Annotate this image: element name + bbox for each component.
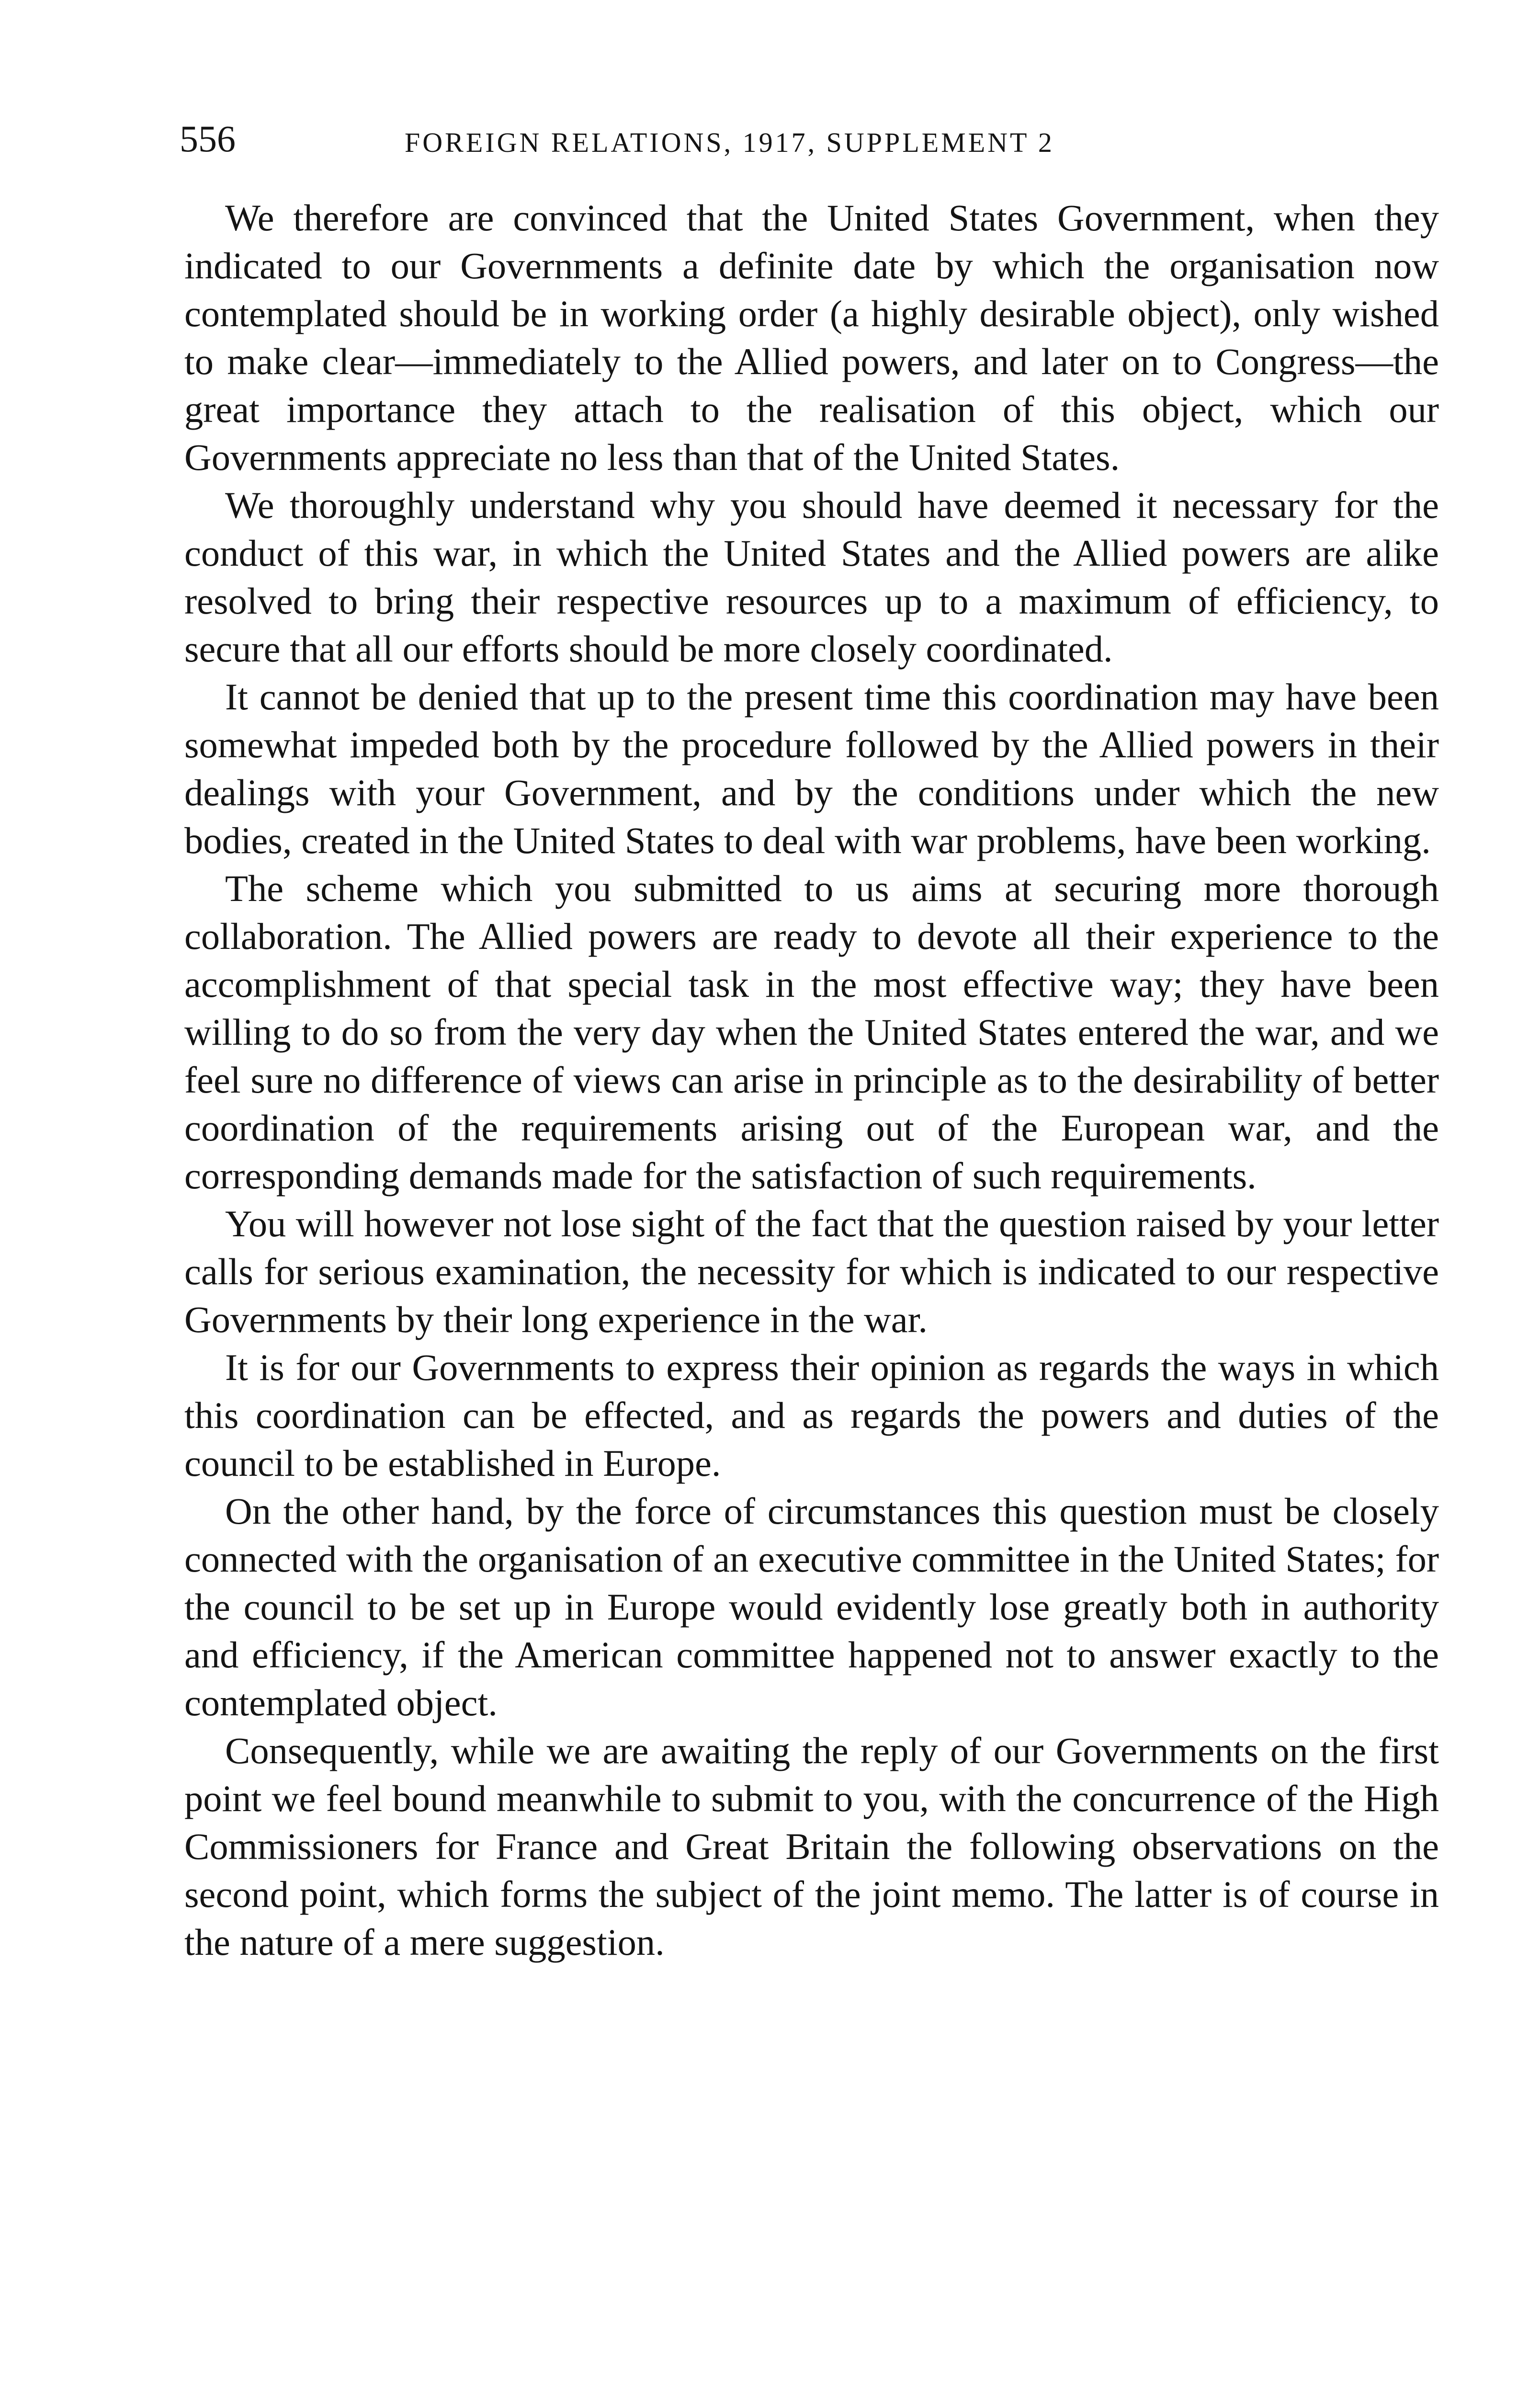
page-number: 556	[180, 118, 236, 160]
page-header	[180, 110, 1425, 168]
running-head: FOREIGN RELATIONS, 1917, SUPPLEMENT 2	[405, 127, 1054, 158]
paragraph: The scheme which you submitted to us aims at securing more thorough collaboration. The Allied powers are ready to devote all their experience to the accomplishment of that special task in the most effective way; they have been willing to do so from the very day when the United States entered the war, and we feel sure no difference of views can arise in principle as to the desirability of better coordination of the requirements arising out of the European war, and the corresponding demands made for the satisfaction of such requirements.	[184, 867, 1439, 1197]
paragraph: Consequently, while we are awaiting the reply of our Governments on the first point we feel bound meanwhile to submit to you, with the concurrence of the High Commissioners for France and Great Britain the following observations on the second point, which forms the subject of the joint memo. The latter is of course in the nature of a mere suggestion.	[184, 1730, 1439, 1963]
paragraph: We therefore are convinced that the United States Government, when they indicated to our Governments a definite date by which the organisation now contemplated should be in working order (a highly desirable object), only wished to make clear—immediately to the Allied powers, and later on to Congress—the great importance they attach to the realisation of this object, which our Governments appreciate no less than that of the United States.	[184, 197, 1439, 478]
paragraph: On the other hand, by the force of circumstances this question must be closely connected with the organisation of an executive committee in the United States; for the council to be set up in Europe would evidently lose greatly both in authority and efficiency, if the American committee happened not to answer exactly to the contemplated object.	[184, 1490, 1439, 1723]
paragraph: It is for our Governments to express their opinion as regards the ways in which this coordination can be effected, and as regards the powers and duties of the council to be established in Europe.	[184, 1346, 1439, 1484]
paragraph: It cannot be denied that up to the present time this coordination may have been somewhat impeded both by the procedure followed by the Allied powers in their dealings with your Government, and by the conditions under which the new bodies, created in the United States to deal with war problems, have been working.	[184, 676, 1439, 861]
body-text	[184, 194, 1439, 1966]
paragraph: We thoroughly understand why you should have deemed it necessary for the conduct of this war, in which the United States and the Allied powers are alike resolved to bring their respective resources up to a maximum of efficiency, to secure that all our efforts should be more closely coordinated.	[184, 484, 1439, 670]
paragraph: You will however not lose sight of the fact that the question raised by your letter calls for serious examination, the necessity for which is indicated to our respective Governments by their long experience in the war.	[184, 1203, 1439, 1340]
